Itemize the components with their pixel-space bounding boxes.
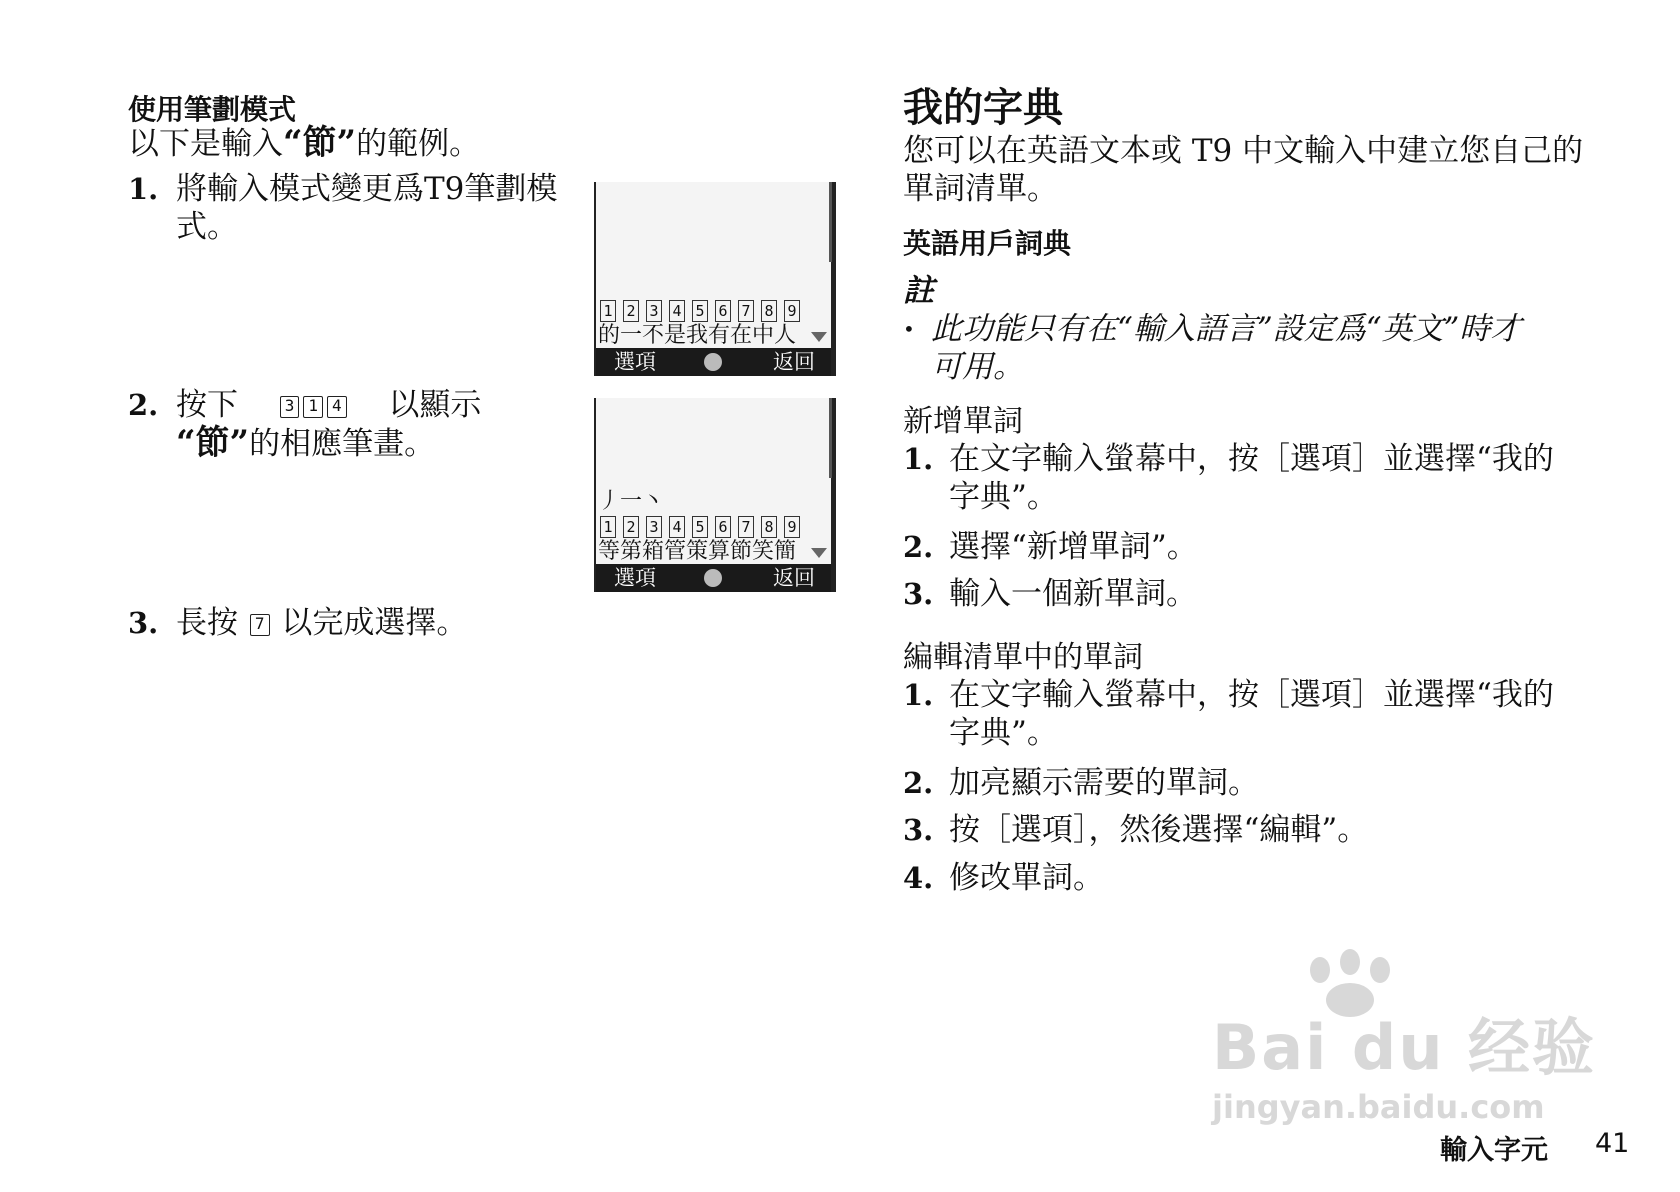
candidate-row: 的一不是我有在中人 bbox=[598, 323, 797, 348]
digit-row: 1 2 3 4 5 6 7 8 9 bbox=[600, 516, 807, 538]
nav-key-icon bbox=[704, 353, 722, 371]
softkey-bar bbox=[596, 564, 831, 592]
section-heading: 使用筆劃模式 bbox=[128, 93, 297, 126]
key-7: 7 bbox=[250, 614, 270, 636]
scrollbar bbox=[829, 398, 832, 478]
section-edit-word: 編輯清單中的單詞 bbox=[903, 640, 1143, 675]
phone-screen-2 bbox=[594, 398, 836, 592]
key-4: 4 bbox=[327, 396, 347, 418]
key-3: 3 bbox=[280, 396, 300, 418]
stroke-input: 丿一丶 bbox=[598, 489, 665, 514]
nav-key-icon bbox=[704, 569, 722, 587]
candidate-row: 等第箱管策算節笑簡 bbox=[598, 539, 797, 564]
section-add-word: 新增單詞 bbox=[903, 404, 1023, 439]
page-number: 41 bbox=[1595, 1128, 1630, 1159]
digit-row: 1 2 3 4 5 6 7 8 9 bbox=[600, 300, 807, 322]
softkey-back: 返回 bbox=[773, 566, 815, 590]
softkey-options: 選項 bbox=[614, 350, 656, 374]
scroll-down-icon bbox=[811, 548, 827, 558]
scrollbar bbox=[829, 182, 832, 262]
key-1: 1 bbox=[303, 396, 323, 418]
watermark-url: jingyan.baidu.com bbox=[1212, 1088, 1545, 1126]
phone-screen-1 bbox=[594, 182, 836, 376]
sub-heading: 英語用戶詞典 bbox=[903, 227, 1072, 260]
softkey-options: 選項 bbox=[614, 566, 656, 590]
watermark-brand: Bai du 经验 bbox=[1212, 1011, 1597, 1084]
page-title: 我的字典 bbox=[903, 85, 1063, 131]
footer-section: 輸入字元 bbox=[1440, 1135, 1548, 1166]
note-label: 註 bbox=[903, 273, 934, 309]
intro-text: 以下是輸入“節”的範例。 bbox=[128, 123, 481, 163]
softkey-back: 返回 bbox=[773, 350, 815, 374]
softkey-bar bbox=[596, 348, 831, 376]
scroll-down-icon bbox=[811, 332, 827, 342]
intro-paragraph: 您可以在英語文本或 T9 中文輸入中建立您自己的 單詞清單。 bbox=[903, 133, 1584, 207]
